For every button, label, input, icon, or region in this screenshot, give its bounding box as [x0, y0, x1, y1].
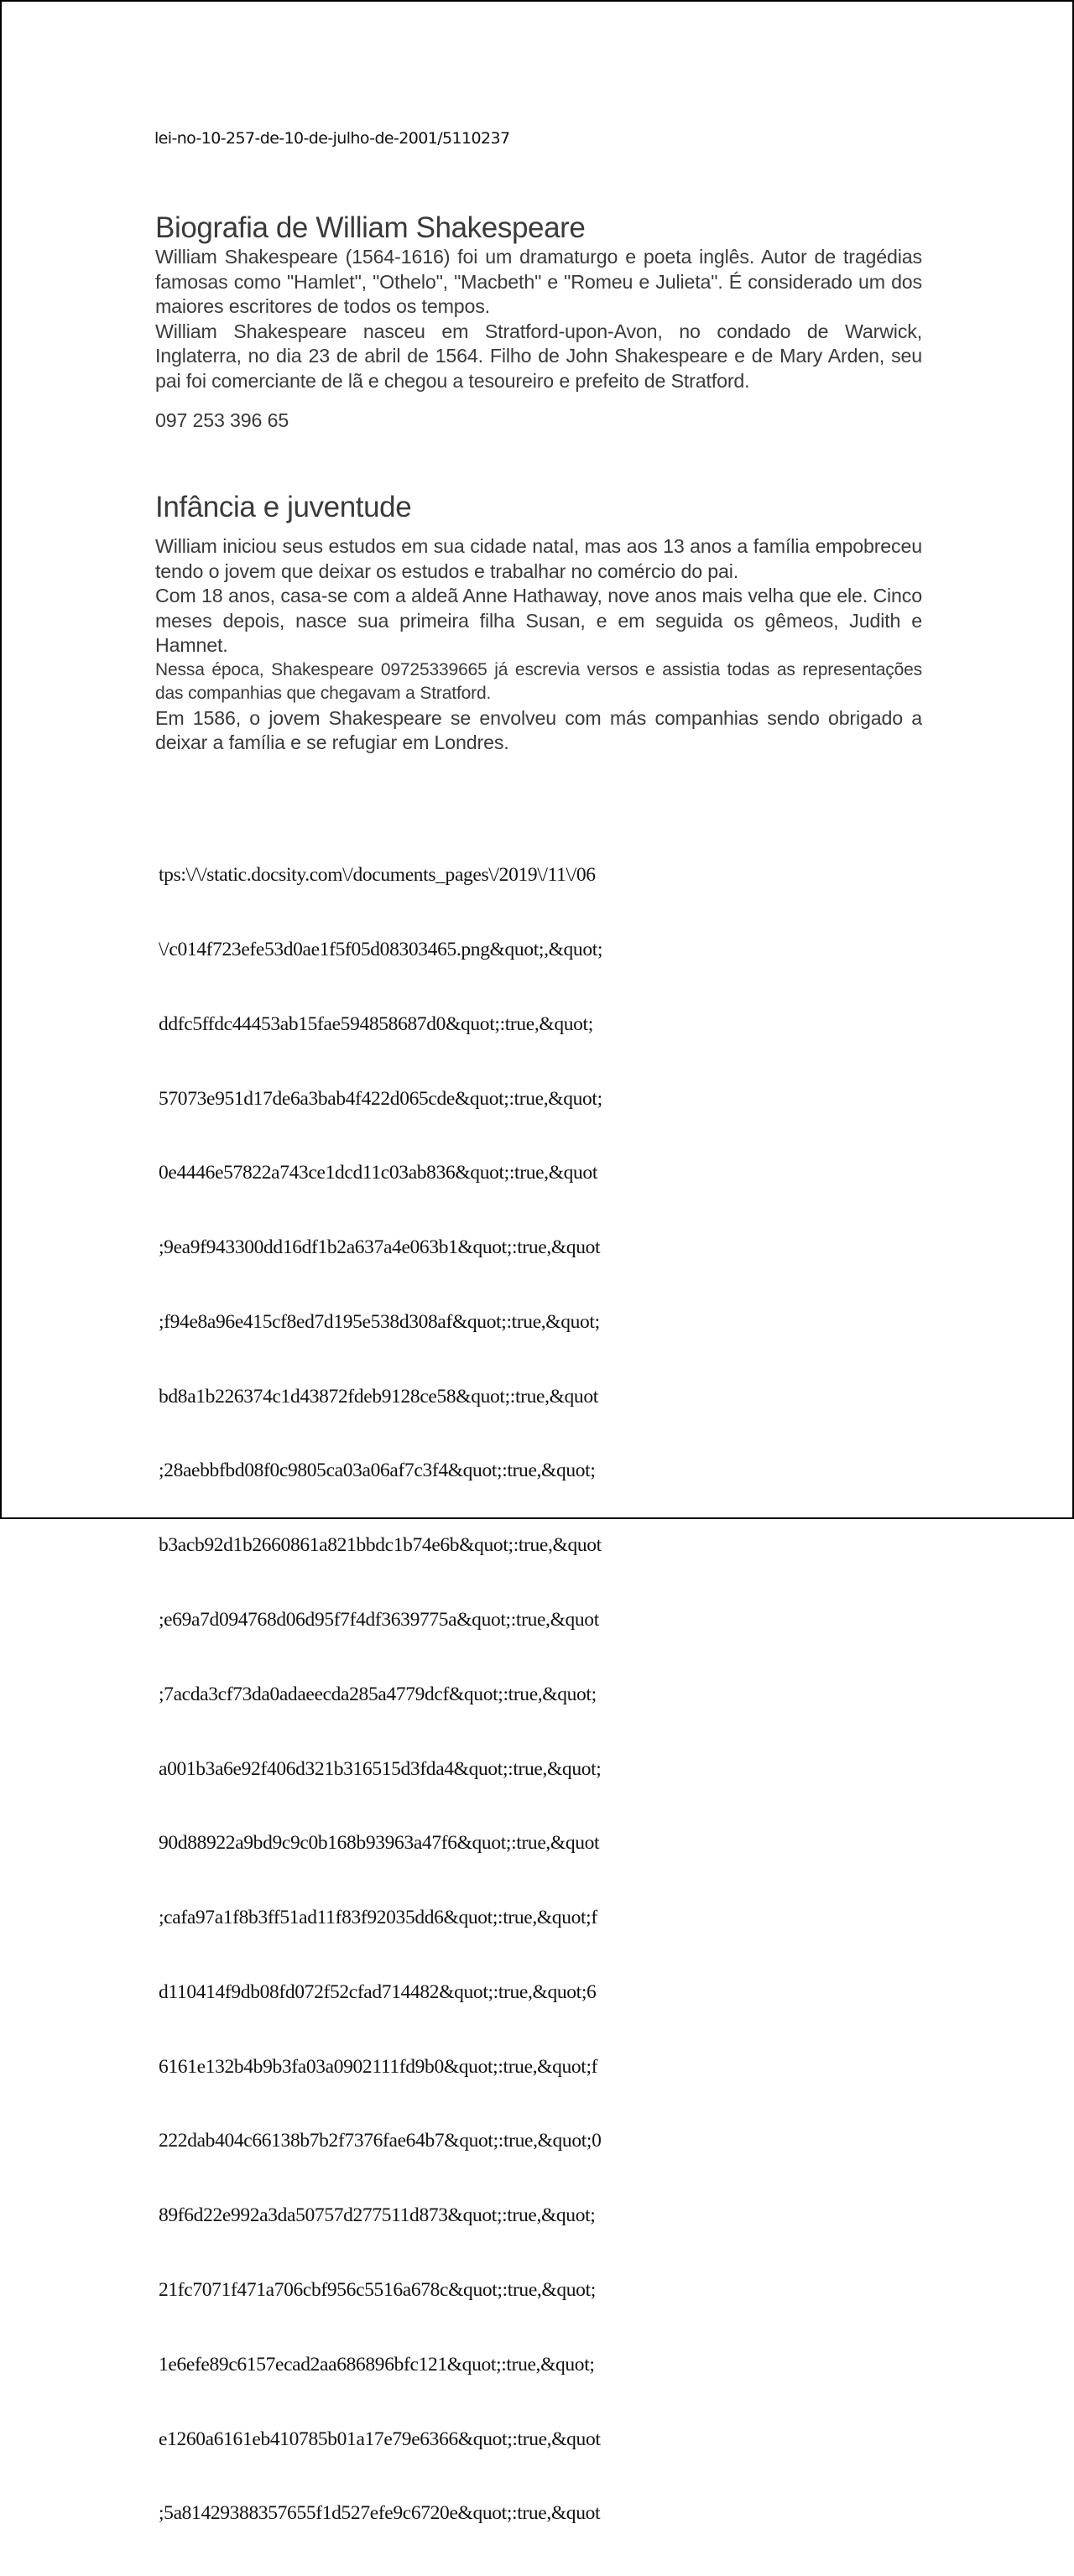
code-line: 89f6d22e992a3da50757d277511d873&quot;:true,&quot; — [159, 2204, 596, 2227]
code-line: d110414f9db08fd072f52cfad714482&quot;:true,&quot;6 — [159, 1980, 597, 2003]
code-line: 1e6efe89c6157ecad2aa686896bfc121&quot;:true,&quot; — [159, 2353, 595, 2376]
section-biography — [155, 211, 922, 434]
raw-code-block — [159, 814, 602, 2576]
section-childhood — [155, 491, 922, 756]
code-line: 222dab404c66138b7b2f7376fae64b7&quot;:true,&quot;0 — [159, 2130, 602, 2152]
paragraph: Com 18 anos, casa-se com a aldeã Anne Hathaway, nove anos mais velha que ele. Cinco meses depois, nasce sua primeira filha Susan, e em seguida os gêmeos, Judith e Hamnet. — [155, 585, 922, 656]
section-title: Infância e juventude — [155, 491, 412, 523]
document-reference: lei-no-10-257-de-10-de-julho-de-2001/5110237 — [154, 129, 510, 148]
paragraph: Nessa época, Shakespeare 09725339665 já escrevia versos e assistia todas as representações das companhias que chegavam a Stratford. — [155, 659, 922, 703]
code-line: ;f94e8a96e415cf8ed7d195e538d308af&quot;:true,&quot; — [159, 1310, 600, 1333]
code-line: a001b3a6e92f406d321b316515d3fda4&quot;:true,&quot; — [159, 1757, 602, 1780]
code-line: ;cafa97a1f8b3ff51ad11f83f92035dd6&quot;:true,&quot;f — [159, 1907, 597, 1929]
code-line: ;e69a7d094768d06d95f7f4df3639775a&quot;:true,&quot — [159, 1609, 599, 1631]
code-line: ;9ea9f943300dd16df1b2a637a4e063b1&quot;:true,&quot — [159, 1236, 601, 1259]
spacer — [155, 393, 922, 409]
code-line: 57073e951d17de6a3bab4f422d065cde&quot;:true,&quot; — [159, 1087, 602, 1110]
code-line: bd8a1b226374c1d43872fdeb9128ce58&quot;:true,&quot — [159, 1385, 598, 1408]
paragraph: Em 1586, o jovem Shakespeare se envolveu com más companhias sendo obrigado a deixar a família e se refugiar em Londres. — [155, 706, 922, 753]
code-line: 21fc7071f471a706cbf956c5516a678c&quot;:true,&quot; — [159, 2279, 596, 2302]
code-line: 90d88922a9bd9c9c0b168b93963a47f6&quot;:true,&quot — [159, 1832, 600, 1855]
code-line: tps:\/\/static.docsity.com\/documents_pages\/2019\/11\/06 — [159, 864, 596, 887]
paragraph: William Shakespeare nasceu em Stratford-upon-Avon, no condado de Warwick, Inglaterra, no dia 23 de abril de 1564. Filho de John Shakespeare e de Mary Arden, seu pai foi comerciante de lã e chegou a tesoureiro e prefeito de Stratford. — [155, 320, 922, 392]
code-line: 0e4446e57822a743ce1dcd11c03ab836&quot;:true,&quot — [159, 1162, 598, 1184]
code-line: 6161e132b4b9b3fa03a0902111fd9b0&quot;:true,&quot;f — [159, 2055, 598, 2078]
code-line: \/c014f723efe53d0ae1f5f05d08303465.png&quot;,&quot; — [159, 938, 603, 960]
code-line: e1260a6161eb410785b01a17e79e6366&quot;:true,&quot — [159, 2428, 601, 2450]
code-line: ;7acda3cf73da0adaeecda285a4779dcf&quot;:true,&quot; — [159, 1683, 597, 1705]
code-line: ;5a81429388357655f1d527efe9c6720e&quot;:true,&quot — [159, 2502, 601, 2525]
paragraph: William Shakespeare (1564-1616) foi um dramaturgo e poeta inglês. Autor de tragédias famosas como "Hamlet", "Othelo", "Macbeth" e "Romeu e Julieta". É considerado um dos maiores escritores de todos os tempos. — [155, 246, 922, 317]
paragraph: William iniciou seus estudos em sua cidade natal, mas aos 13 anos a família empobreceu tendo o jovem que deixar os estudos e trabalhar no comércio do pai. — [155, 535, 922, 582]
section-title: Biografia de William Shakespeare — [155, 211, 586, 244]
phone-number: 097 253 396 65 — [155, 409, 289, 431]
code-line: b3acb92d1b2660861a821bbdc1b74e6b&quot;:true,&quot — [159, 1534, 602, 1557]
code-line: ddfc5ffdc44453ab15fae594858687d0&quot;:true,&quot; — [159, 1012, 593, 1035]
code-line: ;28aebbfbd08f0c9805ca03a06af7c3f4&quot;:true,&quot; — [159, 1460, 596, 1482]
